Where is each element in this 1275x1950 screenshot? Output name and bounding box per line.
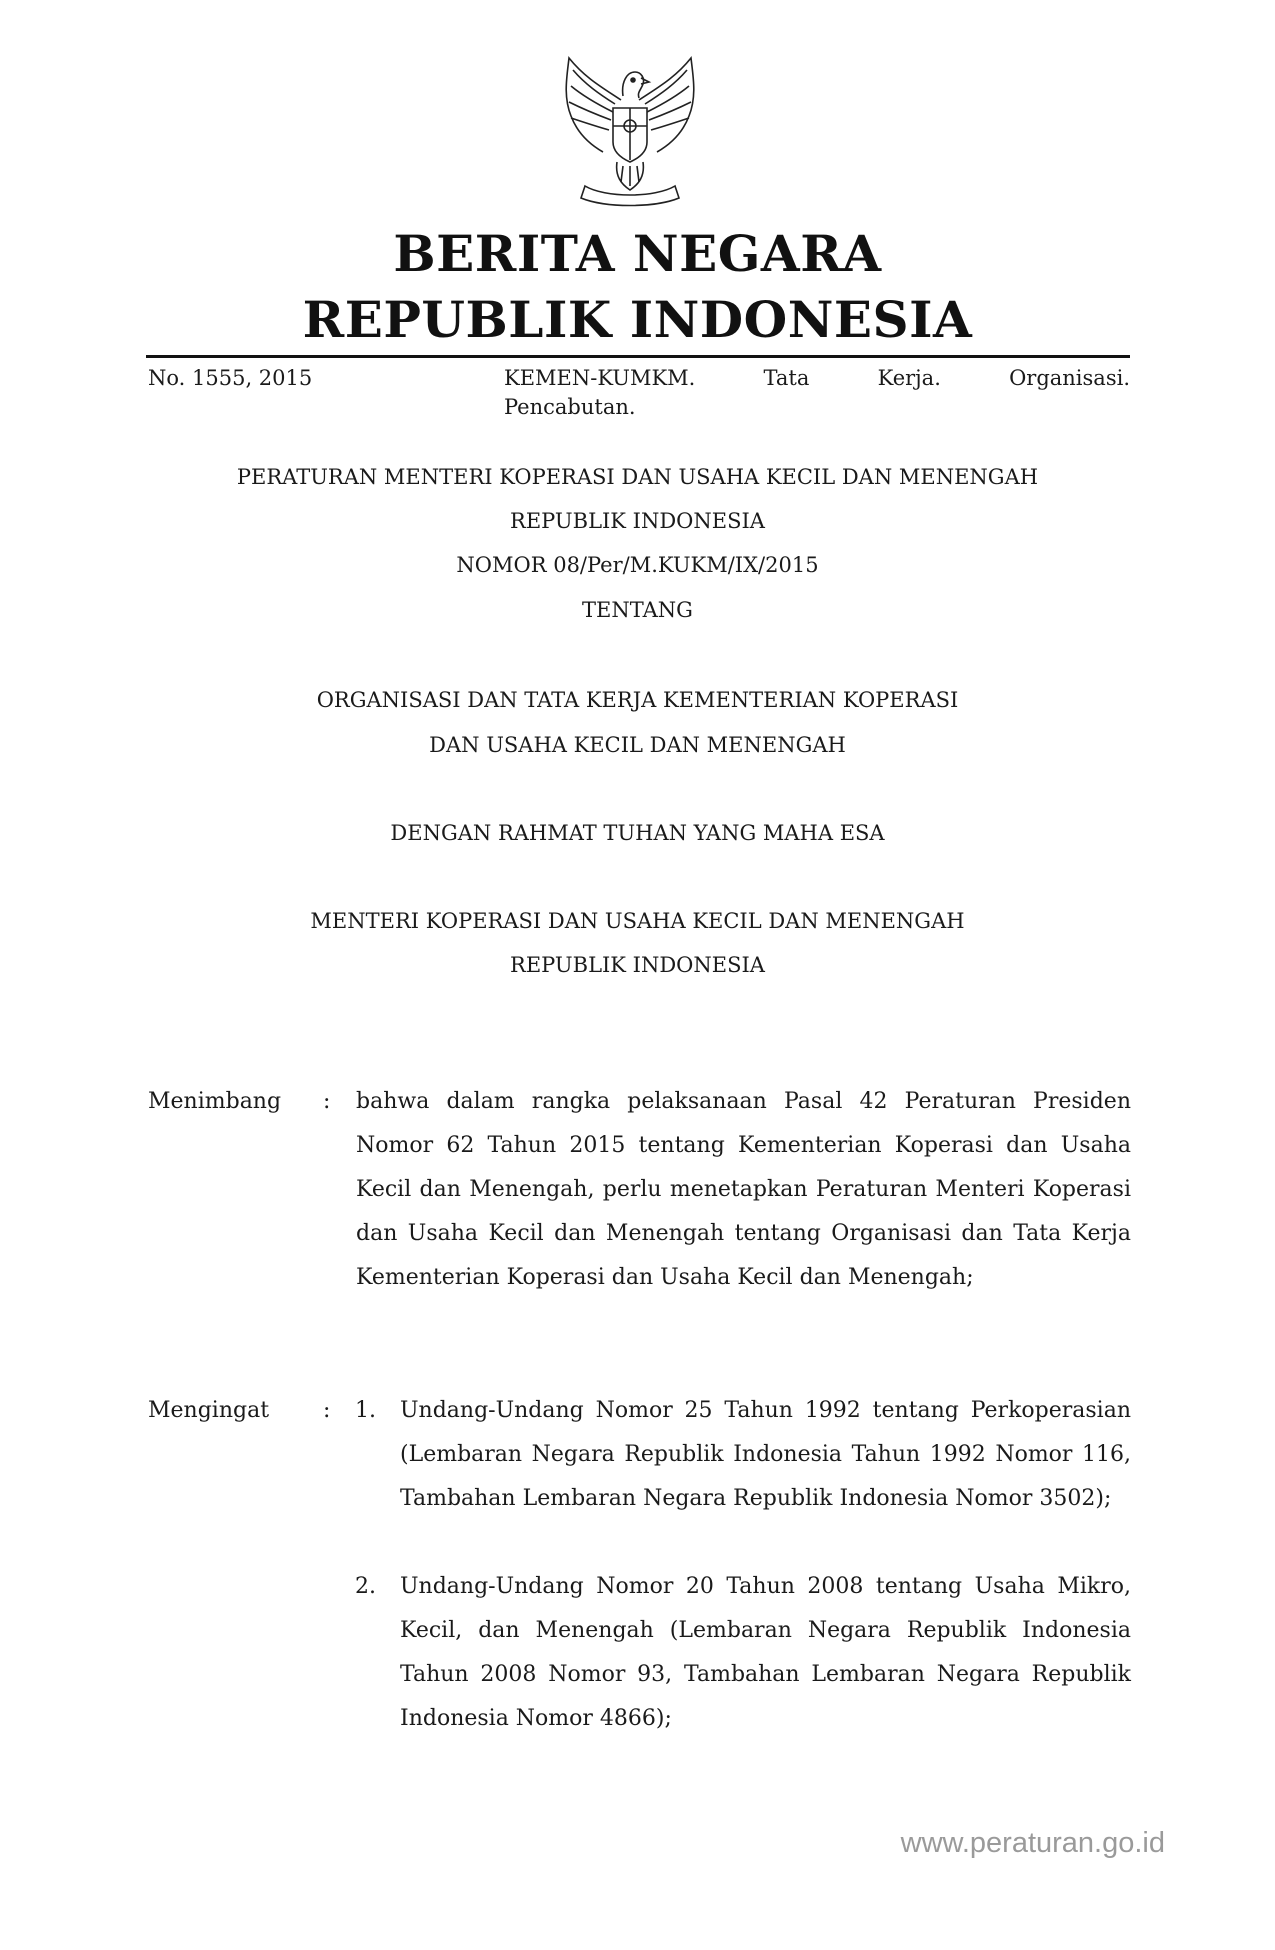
mengingat-item-text: Undang-Undang Nomor 25 Tahun 1992 tentang Perkoperasian (Lembaran Negara Republik Indonesia Tahun 1992 Nomor 116, Tambahan Lembaran Negara Republik Indonesia Nomor 3502); — [400, 1398, 1131, 1511]
regulation-title: PERATURAN MENTERI KOPERASI DAN USAHA KECIL DAN MENENGAH — [236, 465, 1039, 489]
mengingat-label: Mengingat — [148, 1398, 270, 1423]
menimbang-text: bahwa dalam rangka pelaksanaan Pasal 42 Peraturan Presiden Nomor 62 Tahun 2015 tentang Kementerian Koperasi dan Usaha Kecil dan Menengah, perlu menetapkan Peraturan Menteri Koperasi dan Usaha Kecil dan Menengah tentang Organisasi dan Tata Kerja Kementerian Koperasi dan Usaha Kecil dan Menengah; — [356, 1089, 1131, 1290]
gazette-topic-continued: Pencabutan. — [504, 395, 636, 419]
gazette-number: No. 1555, 2015 — [148, 366, 313, 390]
invocation: DENGAN RAHMAT TUHAN YANG MAHA ESA — [390, 821, 885, 845]
masthead-title: BERITA NEGARA — [393, 224, 882, 283]
issuer-country: REPUBLIK INDONESIA — [510, 953, 765, 977]
regulation-title-country: REPUBLIK INDONESIA — [510, 509, 765, 533]
regulation-subject-continued: DAN USAHA KECIL DAN MENENGAH — [429, 733, 846, 757]
mengingat-item-number: 2. — [355, 1574, 376, 1599]
menimbang-label: Menimbang — [148, 1089, 282, 1114]
mengingat-colon: : — [323, 1398, 331, 1423]
masthead-subtitle: REPUBLIK INDONESIA — [302, 290, 973, 349]
gazette-topic: KEMEN-KUMKM. Tata Kerja. Organisasi. — [504, 366, 1130, 390]
masthead-divider — [146, 355, 1130, 358]
menimbang-colon: : — [323, 1089, 331, 1114]
garuda-pancasila-emblem-icon — [555, 52, 705, 214]
footer-website-link[interactable]: www.peraturan.go.id — [900, 1827, 1165, 1859]
regulation-about: TENTANG — [582, 598, 693, 622]
mengingat-item-text: Undang-Undang Nomor 20 Tahun 2008 tentang Usaha Mikro, Kecil, dan Menengah (Lembaran Negara Republik Indonesia Tahun 2008 Nomor 93, Tambahan Lembaran Negara Republik Indonesia Nomor 4866); — [400, 1574, 1131, 1731]
regulation-number: NOMOR 08/Per/M.KUKM/IX/2015 — [456, 553, 819, 577]
mengingat-item-number: 1. — [355, 1398, 376, 1423]
regulation-subject: ORGANISASI DAN TATA KERJA KEMENTERIAN KOPERASI — [316, 688, 959, 712]
issuer: MENTERI KOPERASI DAN USAHA KECIL DAN MENENGAH — [310, 909, 965, 933]
